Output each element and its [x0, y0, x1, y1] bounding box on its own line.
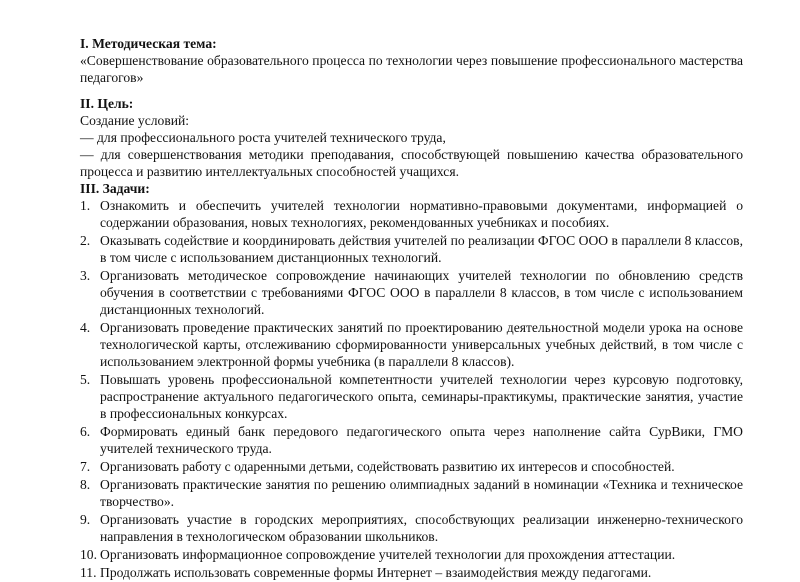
item-text: Организовать проведение практических занятий по проектированию деятельностной модели урока на основе технологической карты, отслеживанию сформированности универсальных учебных действий, в том числе с использованием электронной формы учебника (в параллели 8 классов). — [100, 320, 743, 369]
item-number: 4. — [80, 320, 91, 335]
list-item — [80, 458, 743, 475]
item-number: 5. — [80, 372, 91, 387]
item-number: 1. — [80, 198, 91, 213]
item-text: Продолжать использовать современные формы Интернет – взаимодействия между педагогами. — [100, 565, 652, 580]
list-item — [80, 476, 743, 510]
item-text: Ознакомить и обеспечить учителей технологии нормативно-правовыми документами, информацией о содержании образования, новых технологиях, рекомендованных учебниках и пособиях. — [100, 198, 743, 230]
item-number: 11. — [80, 565, 97, 580]
document-page — [80, 35, 743, 582]
item-number: 10. — [80, 547, 97, 562]
item-text: Организовать методическое сопровождение начинающих учителей технологии по обновлению средств обучения в соответствии с требованиями ФГОС ООО в параллели 8 классов, в том числе с использованием дистанционных технологий. — [100, 268, 743, 317]
section-heading-theme: I. Методическая тема: — [80, 36, 217, 51]
goal-intro: Создание условий: — [80, 113, 190, 128]
list-item — [80, 423, 743, 457]
item-text: Организовать информационное сопровождение учителей технологии для прохождения аттестации. — [100, 547, 676, 562]
goal-item: — для профессионального роста учителей технического труда, — [80, 130, 446, 145]
item-number: 3. — [80, 268, 91, 283]
list-item — [80, 197, 743, 231]
item-text: Организовать практические занятия по решению олимпиадных заданий в номинации «Техника и техническое творчество». — [100, 477, 743, 509]
list-item — [80, 564, 743, 581]
section-heading-tasks: III. Задачи: — [80, 181, 150, 196]
list-item — [80, 371, 743, 422]
goal-item: — для совершенствования методики преподавания, способствующей повышению качества образовательного процесса и развитию интеллектуальных способностей учащихся. — [80, 147, 743, 179]
item-text: Повышать уровень профессиональной компетентности учителей технологии через курсовую подготовку, распространение актуального педагогического опыта, семинары-практикумы, практические занятия, участие в профессиональных конкурсах. — [100, 372, 743, 421]
item-text: Организовать участие в городских мероприятиях, способствующих реализации инженерно-технического направления в технологическом образовании школьников. — [100, 512, 743, 544]
theme-text: «Совершенствование образовательного процесса по технологии через повышение профессионального мастерства педагогов» — [80, 53, 743, 85]
list-item — [80, 232, 743, 266]
tasks-list — [80, 197, 743, 581]
list-item — [80, 267, 743, 318]
item-number: 8. — [80, 477, 91, 492]
item-number: 6. — [80, 424, 91, 439]
item-text: Формировать единый банк передового педагогического опыта через наполнение сайта СурВики, ГМО учителей технического труда. — [100, 424, 743, 456]
list-item — [80, 511, 743, 545]
list-item — [80, 319, 743, 370]
item-number: 9. — [80, 512, 91, 527]
list-item — [80, 546, 743, 563]
item-text: Оказывать содействие и координировать действия учителей по реализации ФГОС ООО в параллели 8 классов, в том числе с использованием дистанционных технологий. — [100, 233, 743, 265]
section-heading-goal: II. Цель: — [80, 96, 134, 111]
item-number: 2. — [80, 233, 91, 248]
item-text: Организовать работу с одаренными детьми, содействовать развитию их интересов и способностей. — [100, 459, 675, 474]
item-number: 7. — [80, 459, 91, 474]
